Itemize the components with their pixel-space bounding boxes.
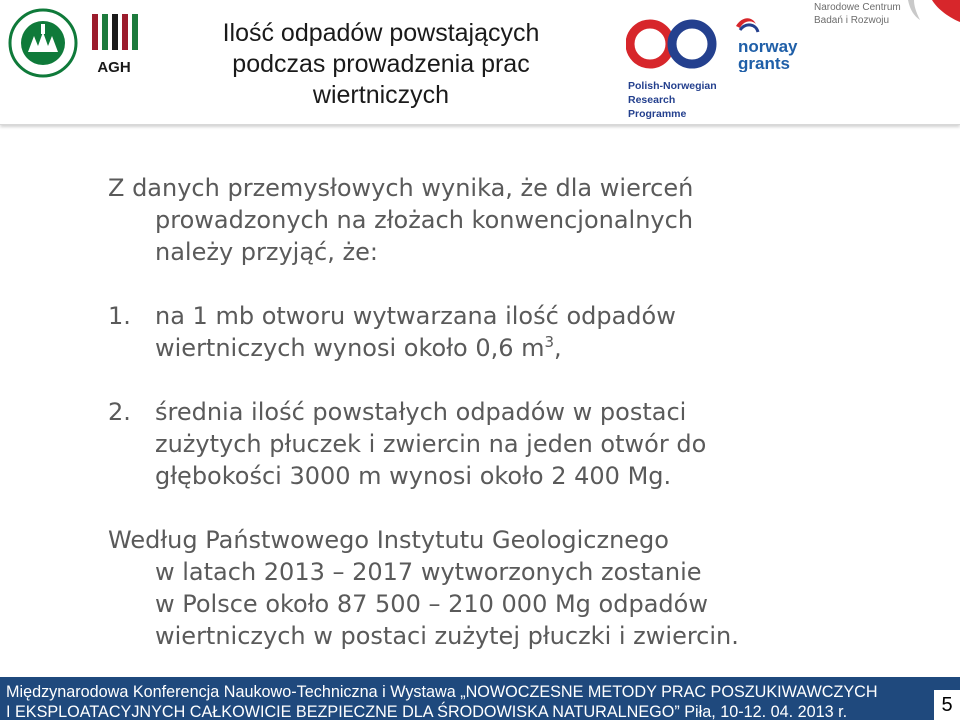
pgi-paragraph <box>108 524 834 652</box>
item2-line-3: głębokości 3000 m wynosi około 2 400 Mg. <box>155 462 672 490</box>
norway-line-2: grants <box>738 54 790 72</box>
intro-line-1: Z danych przemysłowych wynika, że dla wierceń <box>108 174 694 202</box>
ncbr-logo <box>812 0 960 28</box>
list-number-1: 1. <box>108 302 131 330</box>
wydzial-logo <box>8 8 78 78</box>
pgi-line-3: w Polsce około 87 500 – 210 000 Mg odpadów <box>155 590 708 618</box>
pgi-line-4: wiertniczych w postaci zużytej płuczki i zwiercin. <box>155 622 739 650</box>
intro-paragraph <box>108 172 834 268</box>
slide-header <box>0 0 960 125</box>
intro-line-2: prowadzonych na złożach konwencjonalnych <box>155 206 694 234</box>
footer-line-2: I EKSPLOATACYJNYCH CAŁKOWICIE BEZPIECZNE DLA ŚRODOWISKA NATURALNEGO” Piła, 10-12. 04. 2013 r. <box>6 703 848 721</box>
page-number: 5 <box>934 690 960 720</box>
pnrp-line-2: Research <box>628 94 676 106</box>
list-item-2 <box>108 396 834 492</box>
ncbr-line-1: Narodowe Centrum <box>814 2 901 13</box>
agh-logo <box>88 10 140 78</box>
intro-line-3: należy przyjąć, że: <box>155 238 378 266</box>
slide-title <box>176 18 586 111</box>
item1-line-2: wiertniczych wynosi około 0,6 $m^3$, <box>155 333 562 362</box>
pnrp-line-3: Programme <box>628 108 687 120</box>
agh-label: AGH <box>97 59 131 76</box>
pnrp-logo <box>626 12 722 122</box>
item2-line-1: średnia ilość powstałych odpadów w postaci <box>155 398 687 426</box>
title-line-3: wiertniczych <box>312 81 450 109</box>
norway-grants-logo <box>734 14 812 72</box>
norway-line-1: norway <box>738 37 798 56</box>
list-number-2: 2. <box>108 398 131 426</box>
slide-body <box>108 172 834 652</box>
item1-line-1: na 1 mb otworu wytwarzana ilość odpadów <box>155 302 676 330</box>
pgi-line-2: w latach 2013 – 2017 wytworzonych zostanie <box>155 558 702 586</box>
title-line-2: podczas prowadzenia prac <box>232 50 530 78</box>
title-line-1: Ilość odpadów powstających <box>222 19 540 47</box>
footer-line-1: Międzynarodowa Konferencja Naukowo-Techniczna i Wystawa „NOWOCZESNE METODY PRAC POSZUKIWAWCZYCH <box>6 683 878 701</box>
superscript: 3 <box>544 333 555 351</box>
pgi-line-1: Według Państwowego Instytutu Geologicznego <box>108 526 669 554</box>
conference-footer <box>0 677 960 720</box>
item2-line-2: zużytych płuczek i zwiercin na jeden otwór do <box>155 430 707 458</box>
pnrp-line-1: Polish-Norwegian <box>628 80 717 92</box>
ncbr-line-2: Badań i Rozwoju <box>814 15 890 26</box>
list-item-1 <box>108 300 834 364</box>
